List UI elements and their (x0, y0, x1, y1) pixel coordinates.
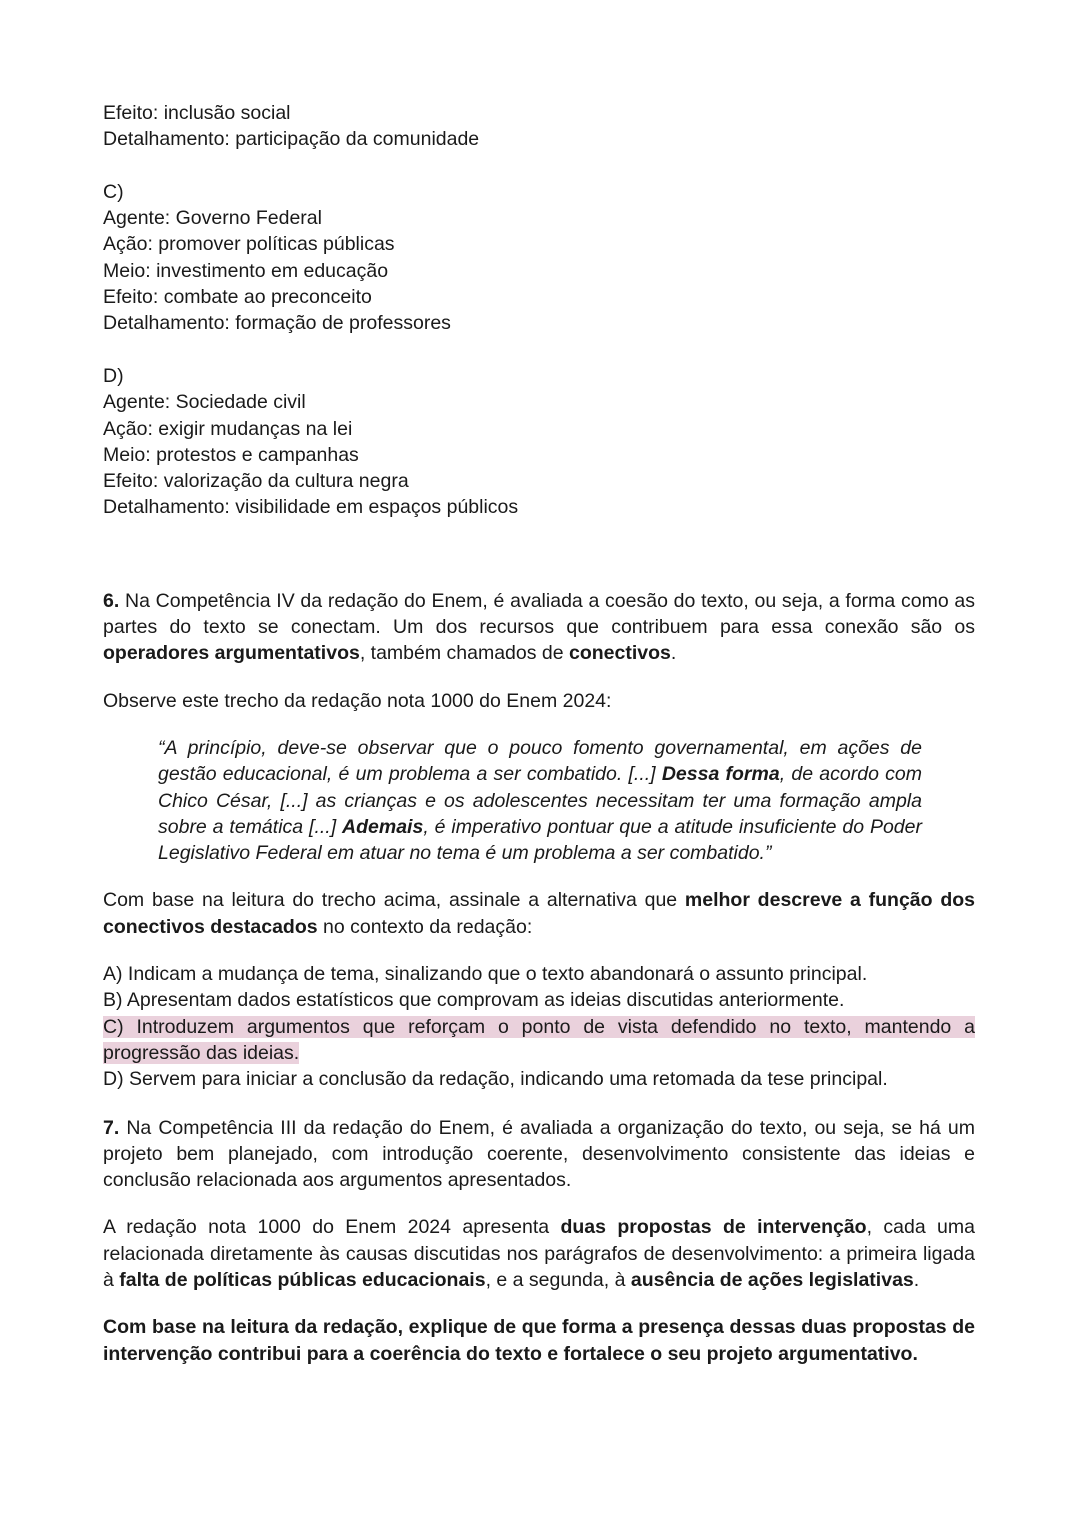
question-7-context: A redação nota 1000 do Enem 2024 apresenta duas propostas de intervenção, cada uma relacionada diretamente às causas discutidas nos parágrafos de desenvolvimento: a primeira ligada à falta de políticas públicas educacionais, e a segunda, à ausência de ações legislativas. (103, 1216, 975, 1291)
highlight: C) Introduzem argumentos que reforçam o ponto de vista defendido no texto, mantendo a progressão das ideias. (103, 1015, 975, 1064)
efeito-line: Efeito: inclusão social (103, 102, 291, 124)
efeito-line: Efeito: combate ao preconceito (103, 286, 372, 309)
previous-option-tail (103, 100, 975, 153)
detalhamento-line: Detalhamento: visibilidade em espaços públicos (103, 496, 519, 519)
option-c-block (103, 179, 975, 337)
detalhamento-line: Detalhamento: formação de professores (103, 312, 451, 335)
connective-dessa-forma: Dessa forma (661, 763, 780, 786)
alternative-a[interactable]: A) Indicam a mudança de tema, sinalizando que o texto abandonará o assunto principal. (103, 963, 868, 986)
meio-line: Meio: protestos e campanhas (103, 443, 359, 466)
alternative-b[interactable]: B) Apresentam dados estatísticos que comprovam as ideias discutidas anteriormente. (103, 989, 845, 1012)
document-page (103, 100, 975, 1367)
question-7-intro: 7. Na Competência III da redação do Enem, é avaliada a organização do texto, ou seja, se há um projeto bem planejado, com introdução coerente, desenvolvimento consistente das ideias e conclusão relacionada aos argumentos apresentados. (103, 1116, 975, 1192)
agente-line: Agente: Sociedade civil (103, 391, 306, 414)
question-6-prompt: Com base na leitura do trecho acima, assinale a alternativa que melhor descreve a função dos conectivos destacados no contexto da redação: (103, 889, 975, 938)
alternative-d[interactable]: D) Servem para iniciar a conclusão da redação, indicando uma retomada da tese principal. (103, 1068, 888, 1091)
observe-text: Observe este trecho da redação nota 1000 do Enem 2024: (103, 689, 612, 712)
acao-line: Ação: exigir mudanças na lei (103, 417, 353, 440)
question-6 (103, 588, 975, 1093)
alternatives-list (103, 961, 975, 1092)
question-number: 6. (103, 589, 120, 612)
question-number: 7. (103, 1116, 120, 1139)
connective-ademais: Ademais (342, 815, 424, 838)
acao-line: Ação: promover políticas públicas (103, 233, 395, 256)
detalhamento-line: Detalhamento: participação da comunidade (103, 128, 480, 151)
option-label: C) (103, 180, 124, 203)
alternative-c-highlighted[interactable] (103, 1014, 975, 1067)
option-d-block (103, 363, 975, 521)
essay-excerpt-quote: “A princípio, deve-se observar que o pouco fomento governamental, em ações de gestão educacional, é um problema a ser combatido. [...] Dessa forma, de acordo com Chico César, [...] as crianças e os adolescentes necessitam ter uma formação ampla sobre a temática [...] Ademais, é imperativo pontuar que a atitude insuficiente do Poder Legislativo Federal em atuar no tema é um problema a ser combatido.” (158, 736, 923, 865)
agente-line: Agente: Governo Federal (103, 207, 322, 230)
meio-line: Meio: investimento em educação (103, 259, 389, 282)
option-label: D) (103, 364, 124, 387)
question-6-intro: 6. Na Competência IV da redação do Enem, é avaliada a coesão do texto, ou seja, a forma como as partes do texto se conectam. Um dos recursos que contribuem para essa conexão são os operadores argumentativos, também chamados de conectivos. (103, 589, 975, 665)
efeito-line: Efeito: valorização da cultura negra (103, 470, 409, 493)
question-7-prompt: Com base na leitura da redação, explique de que forma a presença dessas duas propostas de intervenção contribui para a coerência do texto e fortalece o seu projeto argumentativo. (103, 1316, 975, 1365)
question-7 (103, 1115, 975, 1367)
